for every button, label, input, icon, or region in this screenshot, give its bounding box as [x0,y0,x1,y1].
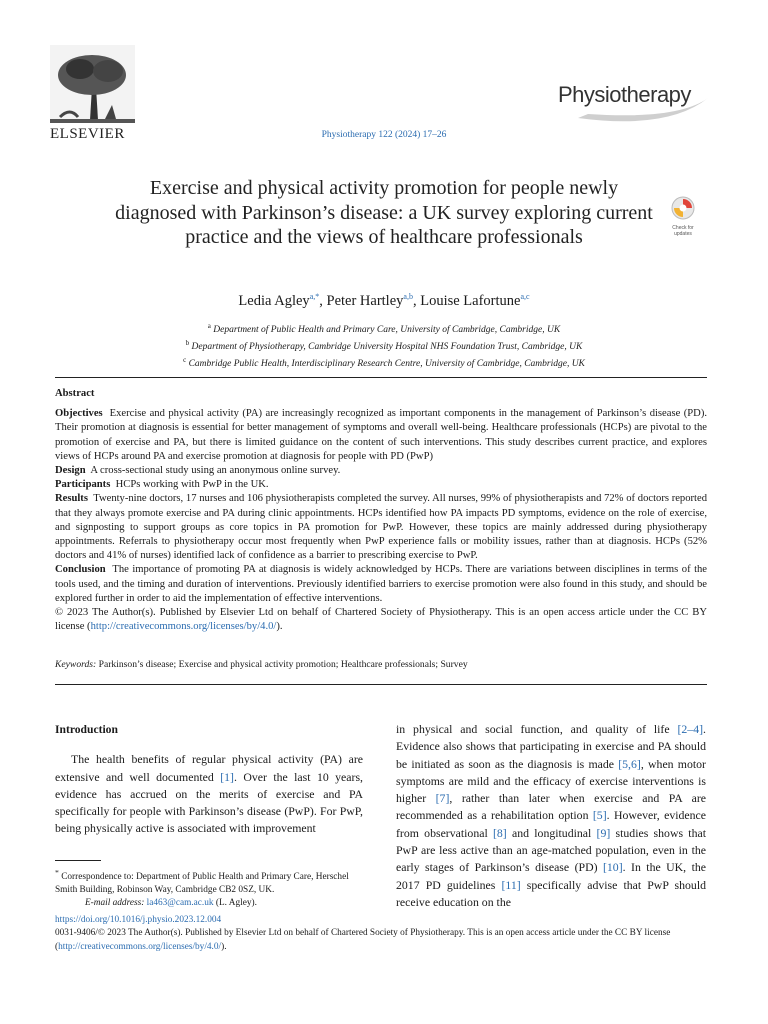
abstract-section [55,387,707,634]
affiliation-line [0,320,768,337]
footnote-rule [55,860,101,861]
citation-link[interactable]: [8] [492,825,507,840]
issn-copyright [55,927,710,954]
results-text: Twenty-nine doctors, 17 nurses and 106 physiotherapists completed the survey. All nurses, 99% of physiotherapists and 72% of doctors reported that they always promote exercise and PA during clinic appointments. HCPs identified how PA impacts PD symptoms, evidence on the role of exercise, and signposting to support groups as core topics in PA promotion for PwP. However, these topics are mainly addressed during physiotherapy appointments. Referrals to physiotherapy occur most frequently when PwP experience falls or mobility issues, rather than at diagnosis. HCPs (52% doctors and 41% of nurses) identified lack of confidence as a barrier to prescribing exercise to PwP. [55,493,707,562]
abstract-results [55,492,707,563]
affiliations [0,320,768,371]
email-line [55,897,363,910]
citation-link[interactable]: [5] [592,808,607,823]
author-affil-sup[interactable]: a,b [403,292,413,301]
author-affil-sup[interactable]: a,* [309,292,320,301]
abstract-conclusion [55,563,707,606]
abstract-top-rule [55,377,707,378]
doi-link[interactable]: https://doi.org/10.1016/j.physio.2023.12.004 [55,915,222,925]
design-text: A cross-sectional study using an anonymous online survey. [90,465,341,477]
intro-text: and longitudinal [506,825,597,840]
publisher-name: ELSEVIER [50,126,125,142]
abstract-bottom-rule [55,684,707,685]
footer-license-link[interactable]: http://creativecommons.org/licenses/by/4.0/ [58,941,222,952]
citation-link[interactable]: [10] [602,860,623,875]
abstract-objectives [55,407,707,464]
keywords-text: Parkinson’s disease; Exercise and physical activity promotion; Healthcare professionals; Survey [98,659,468,670]
journal-citation[interactable]: Physiotherapy 122 (2024) 17–26 [321,130,447,140]
journal-brand-text: Physiotherapy [558,82,691,107]
author-sep: , [412,292,421,309]
objectives-label: Objectives [55,408,103,420]
author-name[interactable]: Peter Hartley [326,292,404,309]
affil-text: Cambridge Public Health, Interdisciplinary Research Centre, University of Cambridge, Cambridge, UK [188,359,585,370]
check-for-updates-badge[interactable] [668,196,698,237]
citation-link[interactable]: [5,6] [618,756,641,771]
participants-label: Participants [55,479,111,491]
correspondence-footnote [55,866,363,910]
intro-text: . However, evidence from observational [396,808,706,840]
article-title: Exercise and physical activity promotion for people newly diagnosed with Parkinson’s disease: a UK survey exploring current practice and the views of healthcare professionals [115,177,653,248]
author-name[interactable]: Ledia Agley [238,292,310,309]
affil-sup: a [207,322,211,330]
correspondence-text: Correspondence to: Department of Public Health and Primary Care, Herschel Smith Building, Robinson Way, Cambridge CB2 0SZ, UK. [55,872,349,896]
intro-text: in physical and social function, and quality of life [396,722,678,736]
author-affil-sup[interactable]: a,c [520,292,530,301]
objectives-text: Exercise and physical activity (PA) are increasingly recognized as important components in the management of Parkinson’s disease (PD). Their promotion at diagnosis is essential for better management of symptoms and overall well-being. Healthcare professionals (HCPs) are pivotal to the promotion of exercise and PA, but there is limited guidance on the content of such interventions. This study describes current practice, and explores views of HCPs around PA and exercise promotion at diagnosis for people with PD (PwP) [55,408,708,462]
article-footer-info [55,914,710,954]
intro-text: . Evidence also shows that participating in exercise and PA should be initiated as soon as the diagnosis is made [396,722,706,771]
author-sep: , [319,292,327,309]
keywords-line [55,659,707,670]
design-label: Design [55,465,86,477]
intro-text: , when motor symptoms are mild and the efficacy of exercise interventions is higher [396,756,706,806]
correspondence-line [55,866,363,897]
intro-text: The health benefits of regular physical activity (PA) are extensive and well documented [55,752,363,784]
results-label: Results [55,493,88,505]
citation-link[interactable]: [9] [596,825,611,840]
abstract-participants [55,478,707,492]
affiliation-line [0,337,768,354]
affil-text: Department of Public Health and Primary Care, University of Cambridge, Cambridge, UK [213,325,561,336]
author-list [0,292,768,310]
email-link[interactable]: la463@cam.ac.uk [146,898,214,909]
intro-text: specifically advise that PwP should receive education on the [396,877,707,909]
body-column-right [396,721,706,911]
issn-text: 0031-9406/© 2023 The Author(s). Published by Elsevier Ltd on behalf of Chartered Society of Physiotherapy. This is an open access article under the CC BY license ( [55,928,671,952]
affil-text: Department of Physiotherapy, Cambridge University Hospital NHS Foundation Trust, Cambridge, UK [191,342,583,353]
conclusion-label: Conclusion [55,564,106,576]
introduction-heading: Introduction [55,723,118,736]
intro-paragraph-cont [396,721,706,911]
intro-text: . In the UK, the 2017 PD guidelines [396,860,706,892]
abstract-copyright [55,606,707,634]
copyright-close: ). [276,621,283,633]
license-link[interactable]: http://creativecommons.org/licenses/by/4.0/ [90,621,277,633]
intro-paragraph [55,751,363,837]
conclusion-text: The importance of promoting PA at diagnosis is widely acknowledged by HCPs. There are variations between disciplines in terms of the tools used, and the timing and duration of interventions. Previously identified barriers to exercise promotion were also found in this study, and should be explored further in order to aid the implementation of effective interventions. [55,564,708,604]
journal-brand [548,68,718,126]
affil-sup: b [185,339,190,348]
citation-link[interactable]: [7] [435,791,450,806]
email-owner: (L. Agley). [213,898,257,909]
check-updates-icon [668,196,698,220]
copyright-text: © 2023 The Author(s). Published by Elsevier Ltd on behalf of Chartered Society of Physiotherapy. This is an open access article under the CC BY license ( [55,607,707,633]
affiliation-line [0,354,768,371]
keywords-label: Keywords: [55,659,97,670]
intro-text: , rather than later when exercise and PA are recommended as a rehabilitation option [396,791,706,823]
body-column-left [55,721,363,838]
intro-text: . Over the last 10 years, evidence has accrued on the merits of exercise and PA specifically for people with Parkinson’s disease (PwP). For PwP, being physically active is associated with improvement [55,769,363,836]
participants-text: HCPs working with PwP in the UK. [115,479,269,491]
email-label: E-mail address: [85,898,145,909]
intro-text: studies shows that PwP are less active than an age-matched population, even in the early stages of Parkinson’s disease (PD) [396,825,706,875]
citation-link[interactable]: [11] [501,877,521,892]
footnote-star: * [55,868,59,877]
citation-link[interactable]: [1] [220,769,234,784]
affil-sup: c [183,356,187,365]
check-updates-line2: updates [674,231,692,237]
citation-link[interactable]: [2–4] [677,722,704,736]
abstract-heading: Abstract [55,388,95,399]
check-updates-line1: Check for [672,225,694,231]
issn-close: ). [221,941,227,952]
author-name[interactable]: Louise Lafortune [420,292,521,309]
abstract-design [55,464,707,478]
